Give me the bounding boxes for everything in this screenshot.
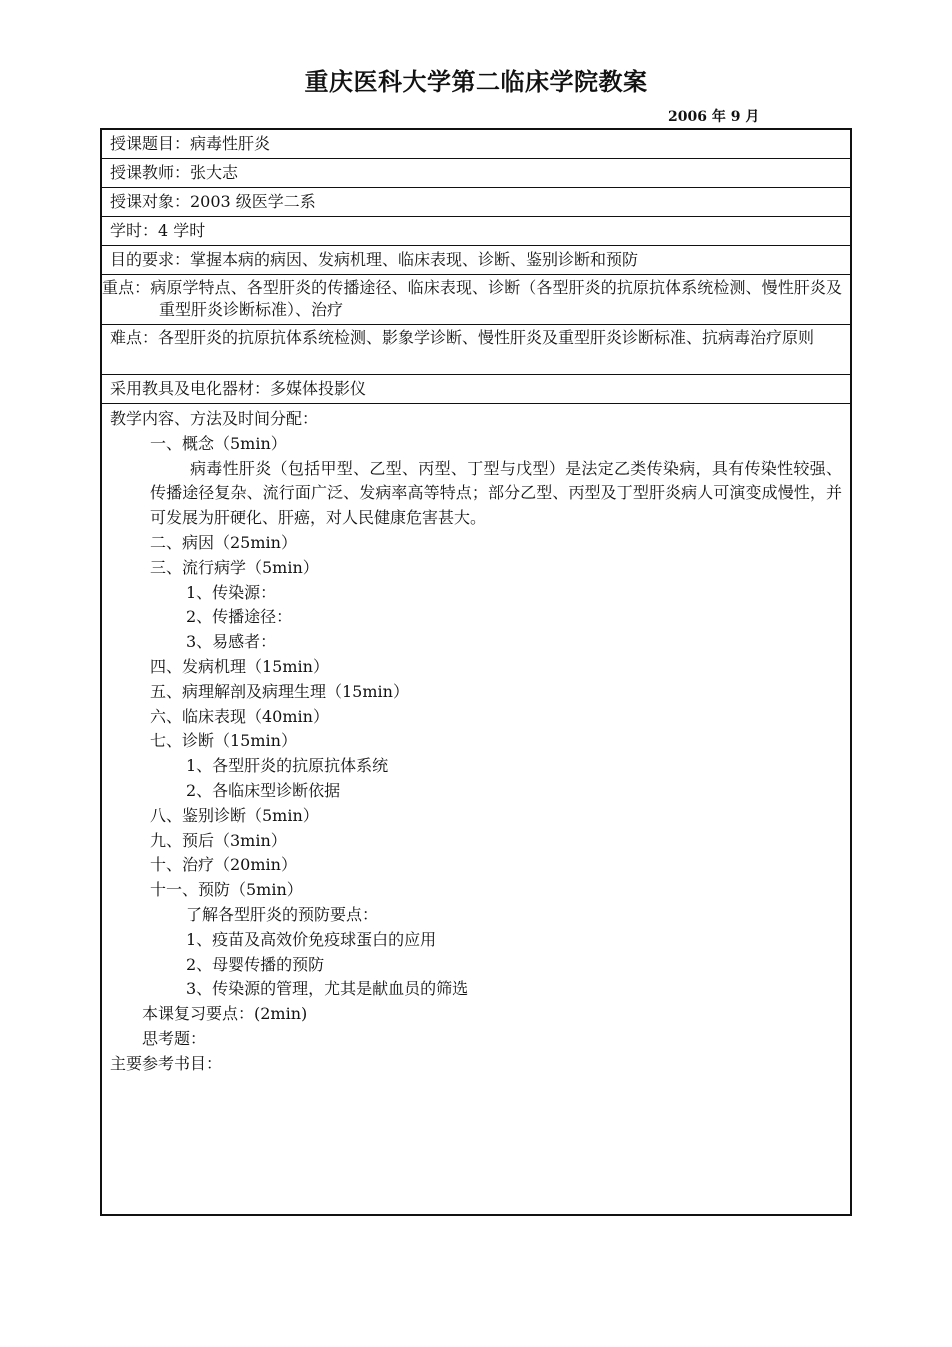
lesson-plan-table [100,128,852,1216]
review-points: 本课复习要点：(2min) [142,1004,308,1024]
section-prognosis: 九、预后（3min） [150,830,287,850]
section-differential: 八、鉴别诊断（5min） [150,805,319,825]
objectives-row: 目的要求：掌握本病的病因、发病机理、临床表现、诊断、鉴别诊断和预防 [102,246,850,275]
difficulties-row: 难点：各型肝炎的抗原抗体系统检测、影象学诊断、慢性肝炎及重型肝炎诊断标准、抗病毒治疗原则 [102,325,850,375]
section-epidemiology: 三、流行病学（5min） [150,557,319,577]
audience-row: 授课对象：2003 级医学二系 [102,188,850,217]
questions: 思考题： [142,1028,207,1048]
equipment-row: 采用教具及电化器材：多媒体投影仪 [102,375,850,404]
epidemiology-item-2: 2、传播途径： [186,607,293,627]
section-etiology: 二、病因（25min） [150,532,297,552]
diagnosis-item-1: 1、各型肝炎的抗原抗体系统 [186,756,389,776]
content-heading: 教学内容、方法及时间分配： [110,409,319,428]
diagnosis-item-2: 2、各临床型诊断依据 [186,780,341,800]
topic-row: 授课题目：病毒性肝炎 [102,130,850,159]
prevention-item-2: 2、母婴传播的预防 [186,954,325,974]
teaching-content-section [102,404,850,1077]
teacher-row: 授课教师：张大志 [102,159,850,188]
document-date: 2006 年 9 月 [668,109,760,125]
section-treatment: 十、治疗（20min） [150,855,297,875]
hours-row: 学时：4 学时 [102,217,850,246]
prevention-intro: 了解各型肝炎的预防要点： [186,904,379,924]
prevention-item-1: 1、疫苗及高效价免疫球蛋白的应用 [186,929,437,949]
epidemiology-item-3: 3、易感者： [186,632,277,652]
concept-paragraph: 病毒性肝炎（包括甲型、乙型、丙型、丁型与戊型）是法定乙类传染病，具有传染性较强、传播途径复杂、流行面广泛、发病率高等特点；部分乙型、丙型及丁型肝炎病人可演变成慢性，并可发展为肝硬化、肝癌，对人民健康危害甚大。 [150,458,842,528]
section-diagnosis: 七、诊断（15min） [150,731,297,751]
references: 主要参考书目： [110,1053,223,1073]
section-prevention: 十一、预防（5min） [150,880,303,900]
section-pathology: 五、病理解剖及病理生理（15min） [150,681,409,701]
document-title: 重庆医科大学第二临床学院教案 [304,67,648,96]
prevention-item-3: 3、传染源的管理，尤其是献血员的筛选 [186,979,469,999]
section-pathogenesis: 四、发病机理（15min） [150,656,329,676]
epidemiology-item-1: 1、传染源： [186,582,277,602]
section-concept: 一、概念（5min） [150,433,287,453]
key-points-row: 重点：病原学特点、各型肝炎的传播途径、临床表现、诊断（各型肝炎的抗原抗体系统检测、慢性肝炎及重型肝炎诊断标准）、治疗 [102,275,850,325]
section-clinical: 六、临床表现（40min） [150,706,329,726]
